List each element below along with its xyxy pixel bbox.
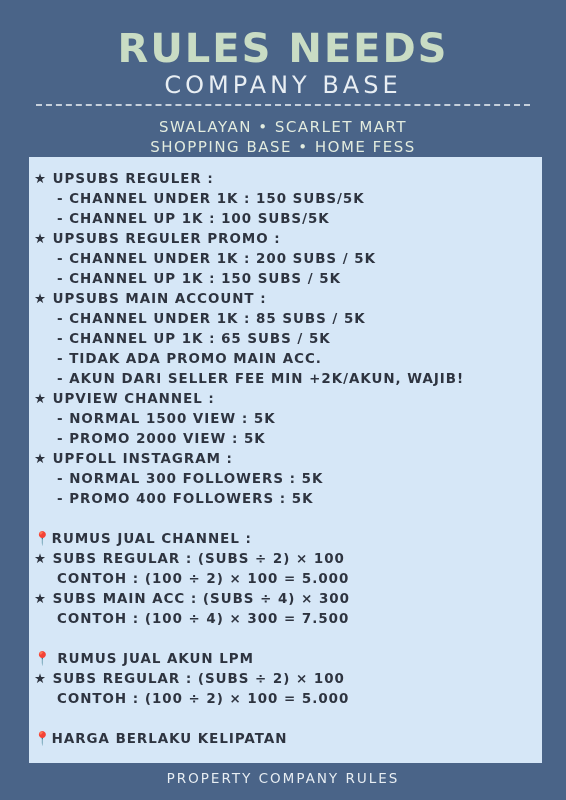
rule-line: 📍HARGA BERLAKU KELIPATAN [34, 732, 288, 747]
rule-line: - CHANNEL UNDER 1K : 150 SUBS/5K [57, 192, 365, 207]
rule-line: - CHANNEL UP 1K : 150 SUBS / 5K [57, 272, 341, 287]
rule-line: - TIDAK ADA PROMO MAIN ACC. [57, 352, 322, 367]
page-title: RULES NEEDS [117, 26, 449, 72]
footer-text: PROPERTY COMPANY RULES [166, 771, 400, 787]
rule-line: ★ SUBS MAIN ACC : (SUBS ÷ 4) × 300 [34, 592, 350, 607]
rule-line: - CHANNEL UP 1K : 100 SUBS/5K [57, 212, 330, 227]
rule-line: - PROMO 400 FOLLOWERS : 5K [57, 492, 314, 507]
rule-line: ★ SUBS REGULAR : (SUBS ÷ 2) × 100 [34, 552, 345, 567]
tagline-1: SWALAYAN • SCARLET MART [158, 118, 408, 136]
rule-line: CONTOH : (100 ÷ 2) × 100 = 5.000 [57, 692, 350, 707]
rule-line: ★ UPSUBS REGULER : [34, 172, 214, 187]
rule-line: ★ UPSUBS REGULER PROMO : [34, 232, 281, 247]
rule-line: 📍RUMUS JUAL CHANNEL : [34, 532, 252, 547]
rule-line: ★ UPFOLL INSTAGRAM : [34, 452, 233, 467]
dashed-divider [36, 104, 530, 106]
rule-line: - PROMO 2000 VIEW : 5K [57, 432, 266, 447]
blank-line [34, 510, 539, 530]
blank-line [34, 710, 539, 730]
rules-list [34, 170, 539, 750]
rule-line: - NORMAL 300 FOLLOWERS : 5K [57, 472, 324, 487]
page-subtitle: COMPANY BASE [164, 71, 402, 99]
tagline-2: SHOPPING BASE • HOME FESS [150, 138, 416, 156]
rule-line: - CHANNEL UP 1K : 65 SUBS / 5K [57, 332, 331, 347]
rule-line: ★ SUBS REGULAR : (SUBS ÷ 2) × 100 [34, 672, 345, 687]
rule-line: - AKUN DARI SELLER FEE MIN +2K/AKUN, WAJIB! [57, 372, 465, 387]
blank-line [34, 630, 539, 650]
rule-line: - NORMAL 1500 VIEW : 5K [57, 412, 276, 427]
rule-line: CONTOH : (100 ÷ 4) × 300 = 7.500 [57, 612, 350, 627]
rule-line: CONTOH : (100 ÷ 2) × 100 = 5.000 [57, 572, 350, 587]
rule-line: 📍 RUMUS JUAL AKUN LPM [34, 652, 254, 667]
rule-line: ★ UPVIEW CHANNEL : [34, 392, 215, 407]
rule-line: ★ UPSUBS MAIN ACCOUNT : [34, 292, 267, 307]
rule-line: - CHANNEL UNDER 1K : 200 SUBS / 5K [57, 252, 376, 267]
rule-line: - CHANNEL UNDER 1K : 85 SUBS / 5K [57, 312, 366, 327]
